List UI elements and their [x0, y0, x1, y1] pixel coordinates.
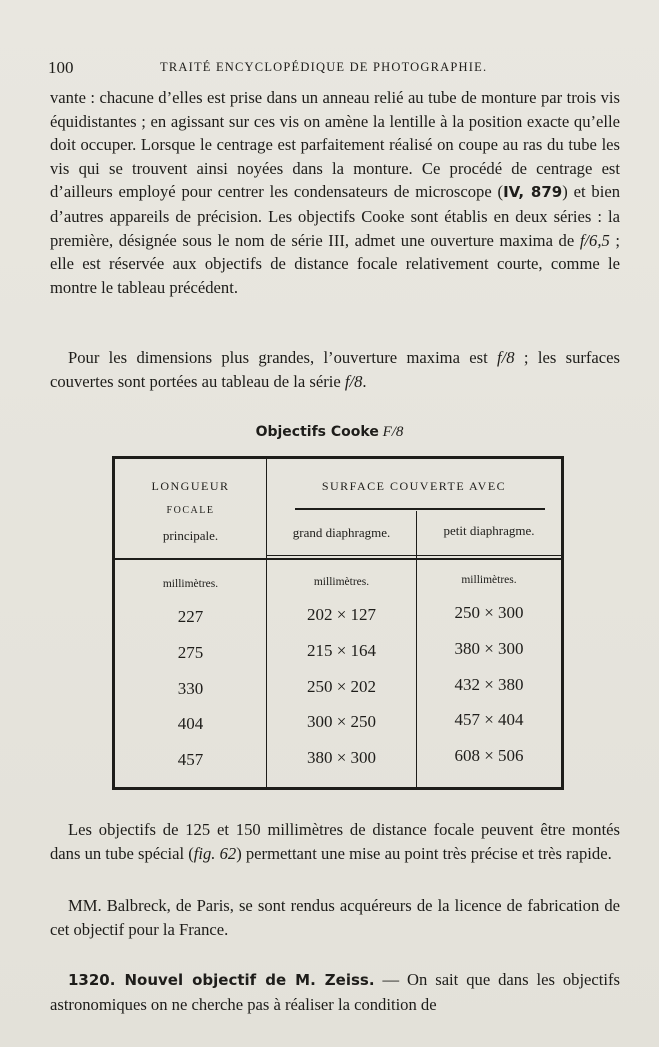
unit-label: millimètres.	[313, 576, 370, 588]
focal-length-cell: 457	[177, 750, 204, 769]
table-caption-series: F/8	[382, 424, 404, 440]
paragraph-3-text-a: Les objectifs de 125 et 150 millimètres de distance focale peuvent être montés dans un tube spécial (	[50, 820, 620, 863]
running-title: TRAITÉ ENCYCLOPÉDIQUE DE PHOTOGRAPHIE.	[160, 60, 488, 74]
page-number: 100	[48, 58, 74, 77]
header-divider-thick	[295, 508, 545, 510]
petit-coverage-cell: 457 × 404	[454, 710, 524, 729]
paragraph-1	[50, 86, 620, 299]
aperture-value: f/8	[497, 348, 515, 367]
grand-coverage-cell: 300 × 250	[306, 712, 377, 731]
section-1320	[50, 968, 620, 1016]
table-caption-title: Objectifs Cooke	[255, 424, 379, 440]
unit-label: millimètres.	[461, 574, 517, 586]
running-head	[48, 58, 608, 80]
paragraph-3-text-b: ) permettant une mise au point très précise et très rapide.	[236, 843, 612, 863]
paragraph-4	[50, 894, 620, 941]
petit-coverage-cell: 250 × 300	[454, 603, 524, 622]
cross-reference: IV, 879	[503, 183, 563, 202]
unit-label: millimètres.	[162, 578, 219, 590]
header-focal-line-3: principale.	[162, 528, 219, 543]
header-bottom-rule	[115, 558, 561, 560]
figure-reference: fig. 62	[193, 843, 237, 863]
paragraph-2-text-c: .	[362, 371, 367, 391]
paragraph-1-text-b: ) et bien d’autres appareils de précision. Les objectifs Cooke sont établis en deux séries : la première, désignée sous le nom de série III, admet une ouverture maxima de	[50, 182, 620, 250]
header-focal-line-2: FOCALE	[166, 505, 215, 516]
grand-coverage-cell: 202 × 127	[306, 605, 377, 624]
paragraph-4-text: MM. Balbreck, de Paris, se sont rendus acquéreurs de la licence de fabrication de cet objectif pour la France.	[50, 896, 620, 939]
petit-coverage-cell: 432 × 380	[454, 675, 524, 694]
section-text: — On sait que dans les objectifs astronomiques on ne cherche pas à réaliser la condition de	[50, 970, 620, 1014]
focal-length-cell: 227	[177, 607, 204, 626]
aperture-value: f/6,5	[579, 230, 610, 250]
paragraph-1-text-a: vante : chacune d’elles est prise dans un anneau relié au tube de monture par trois vis équidistantes ; en agissant sur ces vis on amène la lentille à la position exacte qu’elle doit occuper. Lorsque le centrage est parfaitement réalisé on coupe au ras du tube les vis qui se trouvent ainsi noyées dans la monture. Ce procédé de centrage est d’ailleurs employé pour centrer les condensateurs de microscope (	[50, 88, 620, 202]
header-grand-diaphragme: grand diaphragme.	[292, 525, 391, 540]
header-surface: SURFACE COUVERTE AVEC	[321, 479, 507, 493]
paragraph-2-text-a: Pour les dimensions plus grandes, l’ouverture maxima est	[68, 348, 498, 367]
paragraph-2	[50, 346, 620, 393]
focal-length-cell: 275	[177, 643, 204, 662]
focal-length-cell: 330	[177, 679, 204, 698]
table-caption	[0, 424, 659, 441]
grand-coverage-cell: 250 × 202	[306, 677, 377, 696]
grand-coverage-cell: 380 × 300	[306, 748, 377, 767]
header-focal-line-1: LONGUEUR	[151, 479, 230, 493]
paragraph-1-text-c: ; elle est réservée aux objectifs de distance focale relativement courte, comme le montre le tableau précédent.	[50, 230, 620, 297]
aperture-value: f/8	[344, 371, 363, 391]
paragraph-3	[50, 818, 620, 865]
paragraph-2-text-b: ; les surfaces couvertes sont portées au tableau de la série	[50, 348, 620, 391]
petit-coverage-cell: 380 × 300	[454, 639, 524, 658]
grand-coverage-cell: 215 × 164	[306, 641, 377, 660]
header-divider	[266, 555, 561, 556]
header-petit-diaphragme: petit diaphragme.	[443, 523, 535, 538]
section-heading: 1320. Nouvel objectif de M. Zeiss.	[68, 971, 375, 989]
petit-coverage-cell: 608 × 506	[454, 746, 524, 765]
focal-length-cell: 404	[177, 714, 204, 733]
lens-coverage-table	[112, 456, 564, 790]
